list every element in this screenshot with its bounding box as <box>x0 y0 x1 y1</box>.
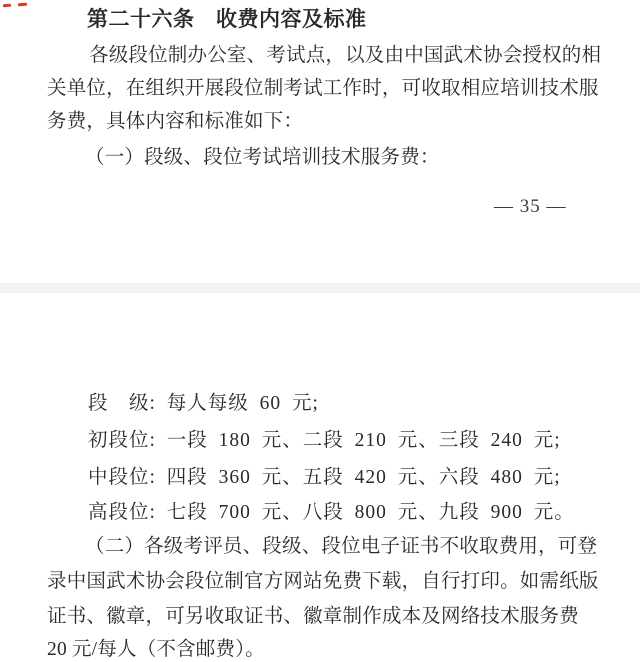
red-annotation-mark <box>3 4 11 8</box>
page-gap-divider <box>0 283 640 293</box>
intro-paragraph-line: 各级段位制办公室、考试点，以及由中国武术协会授权的相 <box>89 45 602 66</box>
item-one-line: （一）段级、段位考试培训技术服务费： <box>85 147 440 168</box>
item-two-line: 录中国武术协会段位制官方网站免费下载，自行打印。如需纸版 <box>47 571 599 592</box>
item-two-line: （二）各级考评员、段级、段位电子证书不收取费用，可登 <box>85 536 598 557</box>
article-heading: 第二十六条 收费内容及标准 <box>87 7 367 31</box>
fee-line: 初段位: 一段 180 元、二段 210 元、三段 240 元; <box>88 430 561 451</box>
red-annotation-mark <box>18 3 27 7</box>
item-two-line: 20 元/每人（不含邮费）。 <box>47 639 265 660</box>
item-two-line: 证书、徽章，可另收取证书、徽章制作成本及网络技术服务费 <box>47 606 579 627</box>
intro-paragraph-line: 关单位，在组织开展段位制考试工作时，可收取相应培训技术服 <box>47 78 599 99</box>
page-number: — 35 — <box>494 196 567 217</box>
fee-line: 中段位: 四段 360 元、五段 420 元、六段 480 元; <box>88 467 561 488</box>
intro-paragraph-line: 务费，具体内容和标准如下： <box>47 111 304 132</box>
fee-line: 段 级: 每人每级 60 元; <box>88 393 319 414</box>
fee-line: 高段位: 七段 700 元、八段 800 元、九段 900 元。 <box>88 502 575 523</box>
